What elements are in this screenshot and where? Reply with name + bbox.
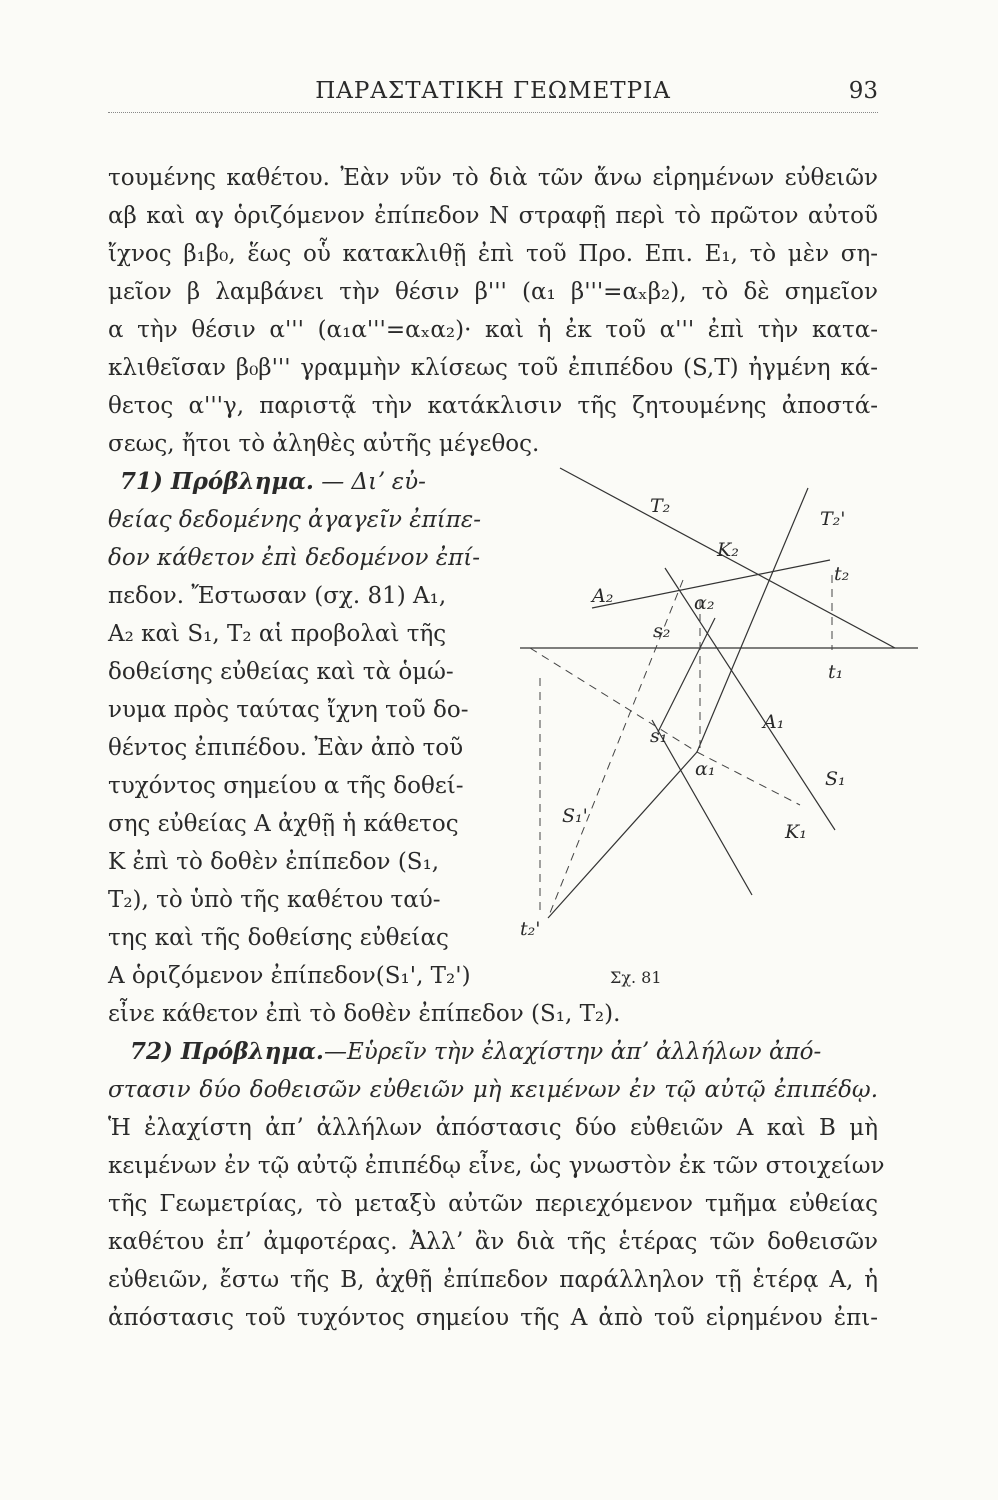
text-line: κλιθεῖσαν β₀β''' γραμμὴν κλίσεως τοῦ ἐπιπέδου (S,T) ἠγμένη κά- (108, 355, 878, 381)
text-line: κειμένων ἐν τῷ αὐτῷ ἐπιπέδῳ εἶνε, ὡς γνωστὸν ἐκ τῶν στοιχείων (108, 1153, 885, 1179)
label-K2: K₂ (717, 539, 739, 561)
text-line: σεως, ἤτοι τὸ ἀληθὲς αὐτῆς μέγεθος. (108, 431, 540, 457)
label-t2-prime: t₂' (520, 918, 541, 940)
problem-statement: — Διʼ εὐ- (313, 469, 426, 495)
text-line: μεῖον β λαμβάνει τὴν θέσιν β''' (α₁ β'''=αₓβ₂), τὸ δὲ σημεῖον (108, 279, 878, 305)
text-line: πεδον. Ἔστωσαν (σχ. 81) A₁, (108, 583, 447, 609)
text-line: δον κάθετον ἐπὶ δεδομένον ἐπί- (108, 545, 480, 571)
text-line: ἴχνος β₁β₀, ἕως οὗ κατακλιθῇ ἐπὶ τοῦ Προ. Επι. E₁, τὸ μὲν ση- (108, 241, 878, 267)
problem-72-heading (130, 1034, 821, 1070)
label-T2-prime: T₂' (820, 508, 846, 530)
dashed-line-1 (530, 648, 697, 752)
text-line: A₂ καὶ S₁, T₂ αἱ προβολαὶ τῆς (108, 621, 447, 647)
text-line: τυχόντος σημείου α τῆς δοθεί- (108, 773, 464, 799)
page-header (108, 72, 878, 113)
label-alpha1: α₁ (695, 758, 716, 780)
text-line: αβ καὶ αγ ὁριζόμενον ἐπίπεδον N στραφῇ περὶ τὸ πρῶτον αὐτοῦ (108, 203, 878, 229)
text-line: τουμένης καθέτου. Ἐὰν νῦν τὸ διὰ τῶν ἄνω εἰρημένων εὐθειῶν (108, 165, 878, 191)
text-line: ἀπόστασις τοῦ τυχόντος σημείου τῆς A ἀπὸ τοῦ εἰρημένου ἐπι- (108, 1305, 878, 1331)
figure-caption: Σχ. 81 (610, 968, 662, 987)
text-line: στασιν δύο δοθεισῶν εὐθειῶν μὴ κειμένων ἐν τῷ αὐτῷ ἐπιπέδῳ. (108, 1077, 878, 1103)
label-s2: s₂ (653, 620, 671, 642)
text-line: K ἐπὶ τὸ δοθὲν ἐπίπεδον (S₁, (108, 849, 440, 875)
trace-line-S1-prime (548, 752, 697, 918)
text-line: εὐθειῶν, ἔστω τῆς B, ἀχθῇ ἐπίπεδον παράλληλον τῇ ἑτέρᾳ A, ἡ (108, 1267, 878, 1293)
label-alpha2: α₂ (694, 592, 715, 614)
text-line: δοθείσης εὐθείας καὶ τὰ ὁμώ- (108, 659, 454, 685)
label-s1: s₁ (650, 725, 668, 747)
text-line: θέντος ἐπιπέδου. Ἐὰν ἀπὸ τοῦ (108, 735, 464, 761)
text-line: Ἡ ἐλαχίστη ἀπʼ ἀλλήλων ἀπόστασις δύο εὐθειῶν A καὶ B μὴ (108, 1115, 878, 1141)
page-number: 93 (848, 78, 878, 104)
text-line: T₂), τὸ ὑπὸ τῆς καθέτου ταύ- (108, 887, 441, 913)
label-t2: t₂ (834, 563, 850, 585)
text-line: θετος α'''γ, παριστᾷ τὴν κατάκλισιν τῆς ζητουμένης ἀποστά- (108, 393, 878, 419)
text-line: της καὶ τῆς δοθείσης εὐθείας (108, 925, 449, 951)
text-line: θείας δεδομένης ἀγαγεῖν ἐπίπε- (108, 507, 481, 533)
text-line: A ὁριζόμενον ἐπίπεδον(S₁', T₂') (108, 963, 471, 989)
text-line: καθέτου ἐπʼ ἀμφοτέρας. Ἀλλʼ ἂν διὰ τῆς ἑτέρας τῶν δοθεισῶν (108, 1229, 878, 1255)
label-K1: K₁ (785, 821, 807, 843)
label-S1-prime: S₁' (562, 805, 588, 827)
figure-81 (520, 462, 920, 952)
text-line: νυμα πρὸς ταύτας ἴχνη τοῦ δο- (108, 697, 469, 723)
label-t1: t₁ (828, 661, 844, 683)
running-title: ΠΑΡΑΣΤΑΤΙΚΗ ΓΕΩΜΕΤΡΙΑ (315, 78, 671, 104)
problem-71-heading (120, 464, 426, 500)
text-line: σης εὐθείας A ἀχθῇ ἡ κάθετος (108, 811, 459, 837)
problem-label: 72) Πρόβλημα. (130, 1038, 324, 1065)
label-A1: A₁ (763, 711, 785, 733)
projection-line-A1 (665, 568, 835, 830)
label-A2: A₂ (592, 585, 614, 607)
text-line: α τὴν θέσιν α''' (α₁α'''=αₓα₂)· καὶ ἡ ἐκ τοῦ α''' ἐπὶ τὴν κατα- (108, 317, 878, 343)
text-line: εἶνε κάθετον ἐπὶ τὸ δοθὲν ἐπίπεδον (S₁, T₂). (108, 1001, 621, 1027)
label-S1: S₁ (825, 768, 846, 790)
problem-label: 71) Πρόβλημα. (120, 468, 314, 495)
label-T2: T₂ (650, 495, 671, 517)
problem-statement: —Εὑρεῖν τὴν ἐλαχίστην ἀπʼ ἀλλήλων ἀπό- (323, 1039, 822, 1065)
text-line: τῆς Γεωμετρίας, τὸ μεταξὺ αὐτῶν περιεχόμενον τμῆμα εὐθείας (108, 1191, 878, 1217)
